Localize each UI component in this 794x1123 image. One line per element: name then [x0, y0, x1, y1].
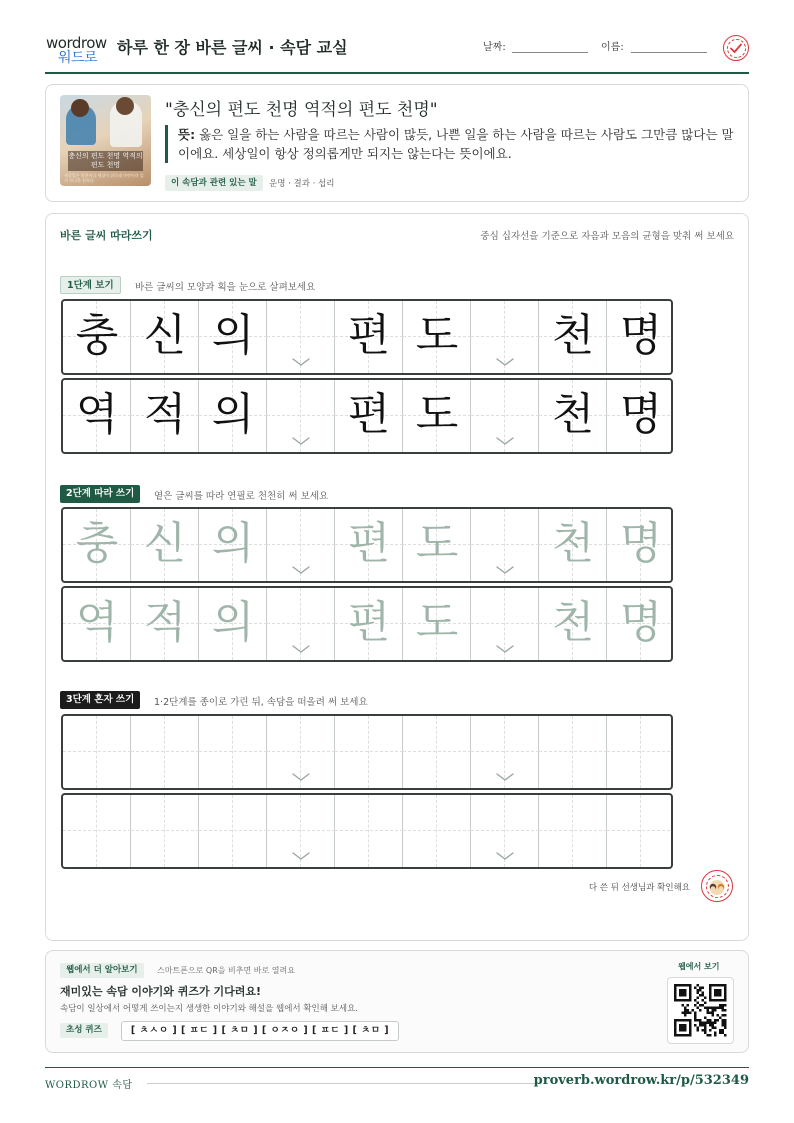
- grid-cell[interactable]: [607, 509, 673, 581]
- grid-cell: [471, 380, 539, 452]
- name-field[interactable]: [631, 52, 707, 53]
- model-character: 충: [75, 310, 119, 361]
- trace-character: 역: [75, 597, 119, 648]
- name-label: 이름:: [601, 42, 624, 53]
- space-mark-icon: [495, 851, 515, 861]
- grid-cell: [131, 301, 199, 373]
- grid-cell: [539, 380, 607, 452]
- space-mark-icon: [291, 357, 311, 367]
- grid-cell[interactable]: [199, 509, 267, 581]
- grid-cell[interactable]: [267, 795, 335, 867]
- grid-cell[interactable]: [403, 509, 471, 581]
- grid-cell[interactable]: [539, 509, 607, 581]
- grid-cell[interactable]: [267, 588, 335, 660]
- grid-cell[interactable]: [539, 795, 607, 867]
- model-character: 천: [551, 310, 595, 361]
- teacher-stamp-icon: [701, 870, 733, 902]
- grid-cell[interactable]: [539, 716, 607, 788]
- step2-row-1[interactable]: [61, 507, 673, 583]
- trace-character: 의: [211, 518, 255, 569]
- wordrow-logo: [46, 34, 108, 64]
- grid-cell: [199, 301, 267, 373]
- grid-cell: [131, 380, 199, 452]
- grid-cell[interactable]: [403, 588, 471, 660]
- grid-cell[interactable]: [63, 795, 131, 867]
- worksheet-header: [45, 28, 749, 74]
- grid-cell[interactable]: [539, 588, 607, 660]
- trace-character: 도: [415, 518, 459, 569]
- date-label: 날짜:: [483, 42, 506, 53]
- grid-cell[interactable]: [471, 716, 539, 788]
- footer-url[interactable]: proverb.wordrow.kr/p/532349: [533, 1073, 749, 1088]
- meaning-label: 뜻:: [178, 127, 196, 142]
- web-view-label: 웹에서 보기: [678, 962, 720, 971]
- initial-quiz-label: 초성 퀴즈: [60, 1023, 108, 1038]
- grid-cell[interactable]: [607, 588, 673, 660]
- grid-cell: [539, 301, 607, 373]
- space-mark-icon: [291, 436, 311, 446]
- grid-cell: [403, 380, 471, 452]
- logo-wordmark: wordrow: [46, 34, 107, 52]
- step3-badge: 3단계 혼자 쓰기: [60, 691, 140, 709]
- grid-cell: [267, 380, 335, 452]
- step2-badge: 2단계 따라 쓰기: [60, 485, 140, 503]
- web-more-subtitle: 스마트폰으로 QR을 비추면 바로 열려요: [157, 966, 295, 975]
- space-mark-icon: [495, 357, 515, 367]
- grid-cell[interactable]: [131, 509, 199, 581]
- grid-cell[interactable]: [335, 509, 403, 581]
- practice-title: 바른 글씨 따라쓰기: [60, 229, 153, 242]
- grid-cell: [403, 301, 471, 373]
- trace-character: 충: [75, 518, 119, 569]
- grid-cell[interactable]: [607, 716, 673, 788]
- model-character: 명: [619, 389, 663, 440]
- grid-cell[interactable]: [471, 795, 539, 867]
- footer-rule: [45, 1067, 749, 1068]
- grid-cell[interactable]: [335, 795, 403, 867]
- model-character: 편: [347, 310, 391, 361]
- grid-cell[interactable]: [403, 795, 471, 867]
- grid-cell[interactable]: [63, 588, 131, 660]
- web-more-heading: 재미있는 속담 이야기와 퀴즈가 기다려요!: [60, 985, 261, 998]
- trace-character: 신: [143, 518, 187, 569]
- grid-cell[interactable]: [199, 588, 267, 660]
- trace-character: 편: [347, 597, 391, 648]
- illustration-subcaption: 세상일은 착한이나 세상이 뒤죽돼 마련이라 있지 아니한 원쳐다: [64, 173, 144, 183]
- grid-cell[interactable]: [335, 588, 403, 660]
- step3-row-2[interactable]: [61, 793, 673, 869]
- grid-cell[interactable]: [199, 795, 267, 867]
- grid-cell[interactable]: [471, 509, 539, 581]
- grid-cell[interactable]: [63, 716, 131, 788]
- grid-cell: [63, 380, 131, 452]
- trace-character: 도: [415, 597, 459, 648]
- space-mark-icon: [291, 851, 311, 861]
- space-mark-icon: [495, 644, 515, 654]
- web-more-box: [45, 950, 749, 1053]
- practice-panel: [45, 213, 749, 941]
- grid-cell: [335, 301, 403, 373]
- grid-cell: [267, 301, 335, 373]
- footer-brand: WORDROW 속담: [45, 1080, 133, 1091]
- model-character: 적: [143, 389, 187, 440]
- trace-character: 편: [347, 518, 391, 569]
- worksheet-title: 하루 한 장 바른 글씨 · 속담 교실: [117, 38, 348, 57]
- logo-korean: 워드로: [58, 50, 98, 66]
- trace-character: 천: [551, 597, 595, 648]
- initial-quiz: [ ㅊㅅㅇ ] [ ㅍㄷ ] [ ㅊㅁ ] [ ㅇㅈㅇ ] [ ㅍㄷ ] [ ㅊㅁ ]: [121, 1021, 399, 1041]
- grid-cell[interactable]: [131, 588, 199, 660]
- proverb-text: "충신의 편도 천명 역적의 편도 천명": [165, 100, 438, 120]
- check-stamp-icon: [723, 35, 749, 61]
- grid-cell: [607, 380, 673, 452]
- grid-cell[interactable]: [131, 716, 199, 788]
- model-character: 의: [211, 310, 255, 361]
- step2-row-2[interactable]: [61, 586, 673, 662]
- illustration-caption: 충신의 편도 천명 역적의 편도 천명: [68, 152, 143, 169]
- trace-character: 명: [619, 518, 663, 569]
- step1-row-2: [61, 378, 673, 454]
- grid-cell: [63, 301, 131, 373]
- grid-cell[interactable]: [267, 509, 335, 581]
- model-character: 편: [347, 389, 391, 440]
- grid-cell: [607, 301, 673, 373]
- date-field[interactable]: [512, 52, 588, 53]
- model-character: 의: [211, 389, 255, 440]
- space-mark-icon: [291, 565, 311, 575]
- space-mark-icon: [495, 565, 515, 575]
- grid-cell[interactable]: [267, 716, 335, 788]
- practice-note: 중심 십자선을 기준으로 자음과 모음의 균형을 맞춰 써 보세요: [480, 231, 734, 242]
- space-mark-icon: [495, 436, 515, 446]
- grid-cell: [471, 301, 539, 373]
- model-character: 신: [143, 310, 187, 361]
- model-character: 도: [415, 310, 459, 361]
- grid-cell: [335, 380, 403, 452]
- space-mark-icon: [291, 772, 311, 782]
- step1-desc: 바른 글씨의 모양과 획을 눈으로 살펴보세요: [135, 282, 316, 293]
- space-mark-icon: [495, 772, 515, 782]
- trace-character: 의: [211, 597, 255, 648]
- model-character: 역: [75, 389, 119, 440]
- step1-badge: 1단계 보기: [60, 276, 121, 294]
- grid-cell[interactable]: [471, 588, 539, 660]
- step3-desc: 1·2단계를 종이로 가린 뒤, 속담을 떠올려 써 보세요: [154, 697, 368, 708]
- grid-cell[interactable]: [131, 795, 199, 867]
- related-words: 운명 · 결과 · 섭리: [269, 179, 335, 189]
- meaning-text: 옳은 일을 하는 사람을 따르는 사람이 많듯, 나쁜 일을 하는 사람을 따르는 사람도 그만큼 많다는 말이에요. 세상일이 항상 정의롭게만 되지는 않는다는 뜻이에요.: [178, 127, 734, 161]
- model-character: 명: [619, 310, 663, 361]
- footer-divider: [147, 1083, 537, 1084]
- qr-code-icon[interactable]: [667, 977, 734, 1044]
- step1-row-1: [61, 299, 673, 375]
- model-character: 천: [551, 389, 595, 440]
- step3-row-1[interactable]: [61, 714, 673, 790]
- space-mark-icon: [291, 644, 311, 654]
- grid-cell[interactable]: [335, 716, 403, 788]
- related-words-label: 이 속담과 관련 있는 말: [165, 175, 263, 191]
- step2-desc: 옅은 글씨를 따라 연필로 천천히 써 보세요: [154, 491, 329, 502]
- proverb-illustration: [60, 95, 151, 186]
- grid-cell: [199, 380, 267, 452]
- trace-character: 명: [619, 597, 663, 648]
- trace-character: 적: [143, 597, 187, 648]
- grid-cell[interactable]: [403, 716, 471, 788]
- trace-character: 천: [551, 518, 595, 569]
- web-more-description: 속담이 일상에서 어떻게 쓰이는지 생생한 이야기와 해설을 웹에서 확인해 보세요.: [60, 1004, 358, 1014]
- teacher-confirm-note: 다 쓴 뒤 선생님과 확인해요: [588, 883, 690, 893]
- web-more-tag: 웹에서 더 알아보기: [60, 963, 144, 978]
- grid-cell[interactable]: [607, 795, 673, 867]
- grid-cell[interactable]: [199, 716, 267, 788]
- model-character: 도: [415, 389, 459, 440]
- proverb-card: [45, 84, 749, 202]
- grid-cell[interactable]: [63, 509, 131, 581]
- proverb-meaning: [165, 125, 735, 163]
